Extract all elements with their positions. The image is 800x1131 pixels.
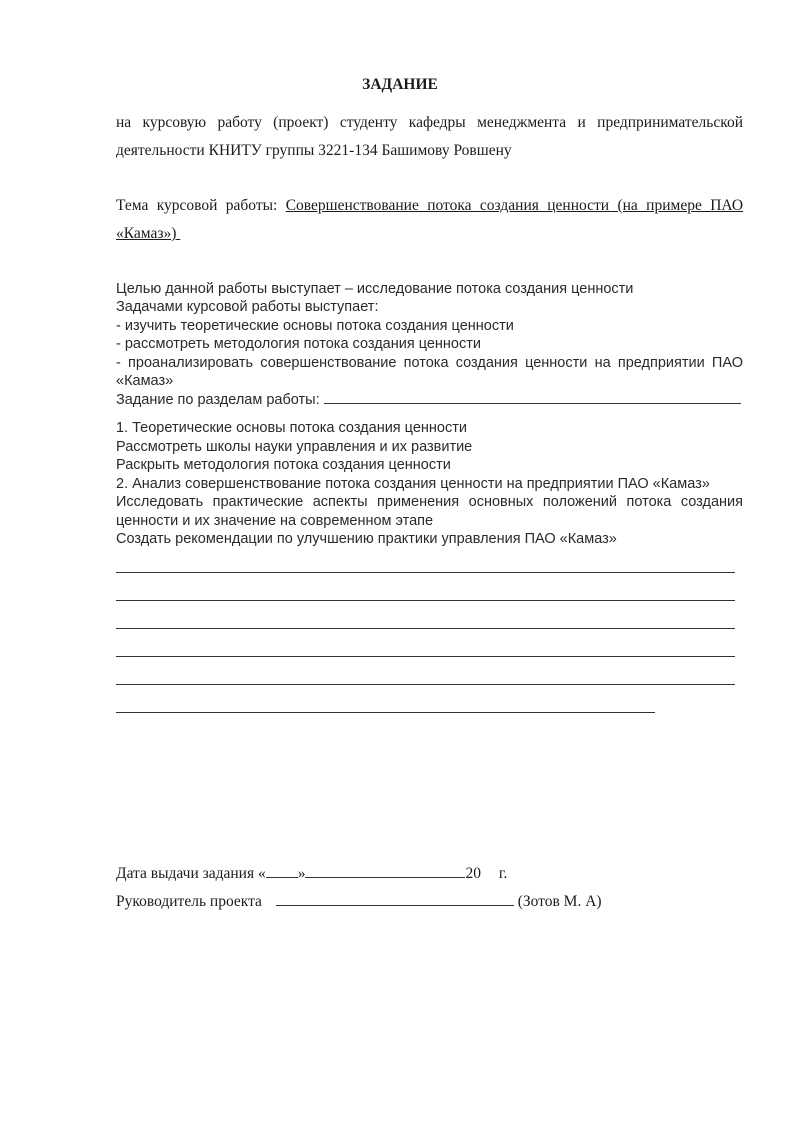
document-title: ЗАДАНИЕ — [362, 76, 438, 93]
supervisor-signature-blank — [276, 905, 514, 906]
blank-line-1 — [116, 572, 735, 573]
section-1-item-2: Раскрыть методология потока создания ценности — [116, 457, 451, 473]
supervisor-name: (Зотов М. А) — [517, 893, 602, 910]
section-1-title: 1. Теоретические основы потока создания ценности — [116, 420, 467, 436]
sections-label: Задание по разделам работы: — [116, 392, 320, 408]
task-item-3-line-2: «Камаз» — [116, 373, 174, 389]
supervisor-label: Руководитель проекта — [116, 893, 262, 910]
section-1-item-1: Рассмотреть школы науки управления и их развитие — [116, 439, 473, 455]
section-2-title: 2. Анализ совершенствование потока создания ценности на предприятии ПАО «Камаз» — [116, 476, 710, 492]
tasks-header: Задачами курсовой работы выступает: — [116, 299, 379, 315]
topic-line-1 — [116, 197, 743, 215]
blank-line-4 — [116, 656, 735, 657]
task-item-2: - рассмотреть методология потока создания ценности — [116, 336, 481, 352]
task-item-1: - изучить теоретические основы потока создания ценности — [116, 318, 514, 334]
issue-month-blank — [305, 877, 465, 878]
supervisor-row — [116, 893, 602, 911]
issue-year: 20 — [465, 865, 481, 882]
blank-line-2 — [116, 600, 735, 601]
blank-line-5 — [116, 684, 735, 685]
sections-blank-line — [324, 403, 741, 404]
issue-year-suffix: г. — [498, 865, 508, 882]
task-item-3-line-1: - проанализировать совершенствование потока создания ценности на предприятии ПАО — [116, 355, 743, 371]
section-2-item-1-line-2: ценности и их значение на современном этапе — [116, 513, 434, 529]
blank-line-6 — [116, 712, 655, 713]
goal-text: Целью данной работы выступает – исследование потока создания ценности — [116, 281, 634, 297]
issue-date-row — [116, 865, 507, 883]
section-2-item-2: Создать рекомендации по улучшению практики управления ПАО «Камаз» — [116, 531, 617, 547]
intro-line-1: на курсовую работу (проект) студенту кафедры менеджмента и предпринимательской — [116, 114, 743, 131]
topic-line-2 — [116, 225, 743, 243]
topic-label: Тема курсовой работы: — [116, 197, 278, 214]
issue-date-label: Дата выдачи задания « — [116, 865, 266, 882]
blank-line-3 — [116, 628, 735, 629]
issue-day-blank — [266, 877, 298, 878]
sections-label-row — [116, 392, 741, 408]
issue-date-close-quote: » — [297, 865, 306, 882]
topic-title-part-1: Совершенствование потока создания ценности (на примере ПАО — [285, 197, 744, 214]
topic-title-part-2: «Камаз») — [116, 225, 177, 242]
intro-line-2: деятельности КНИТУ группы 3221-134 Башимову Ровшену — [116, 142, 512, 159]
section-2-item-1-line-1: Исследовать практические аспекты применения основных положений потока создания — [116, 494, 743, 510]
